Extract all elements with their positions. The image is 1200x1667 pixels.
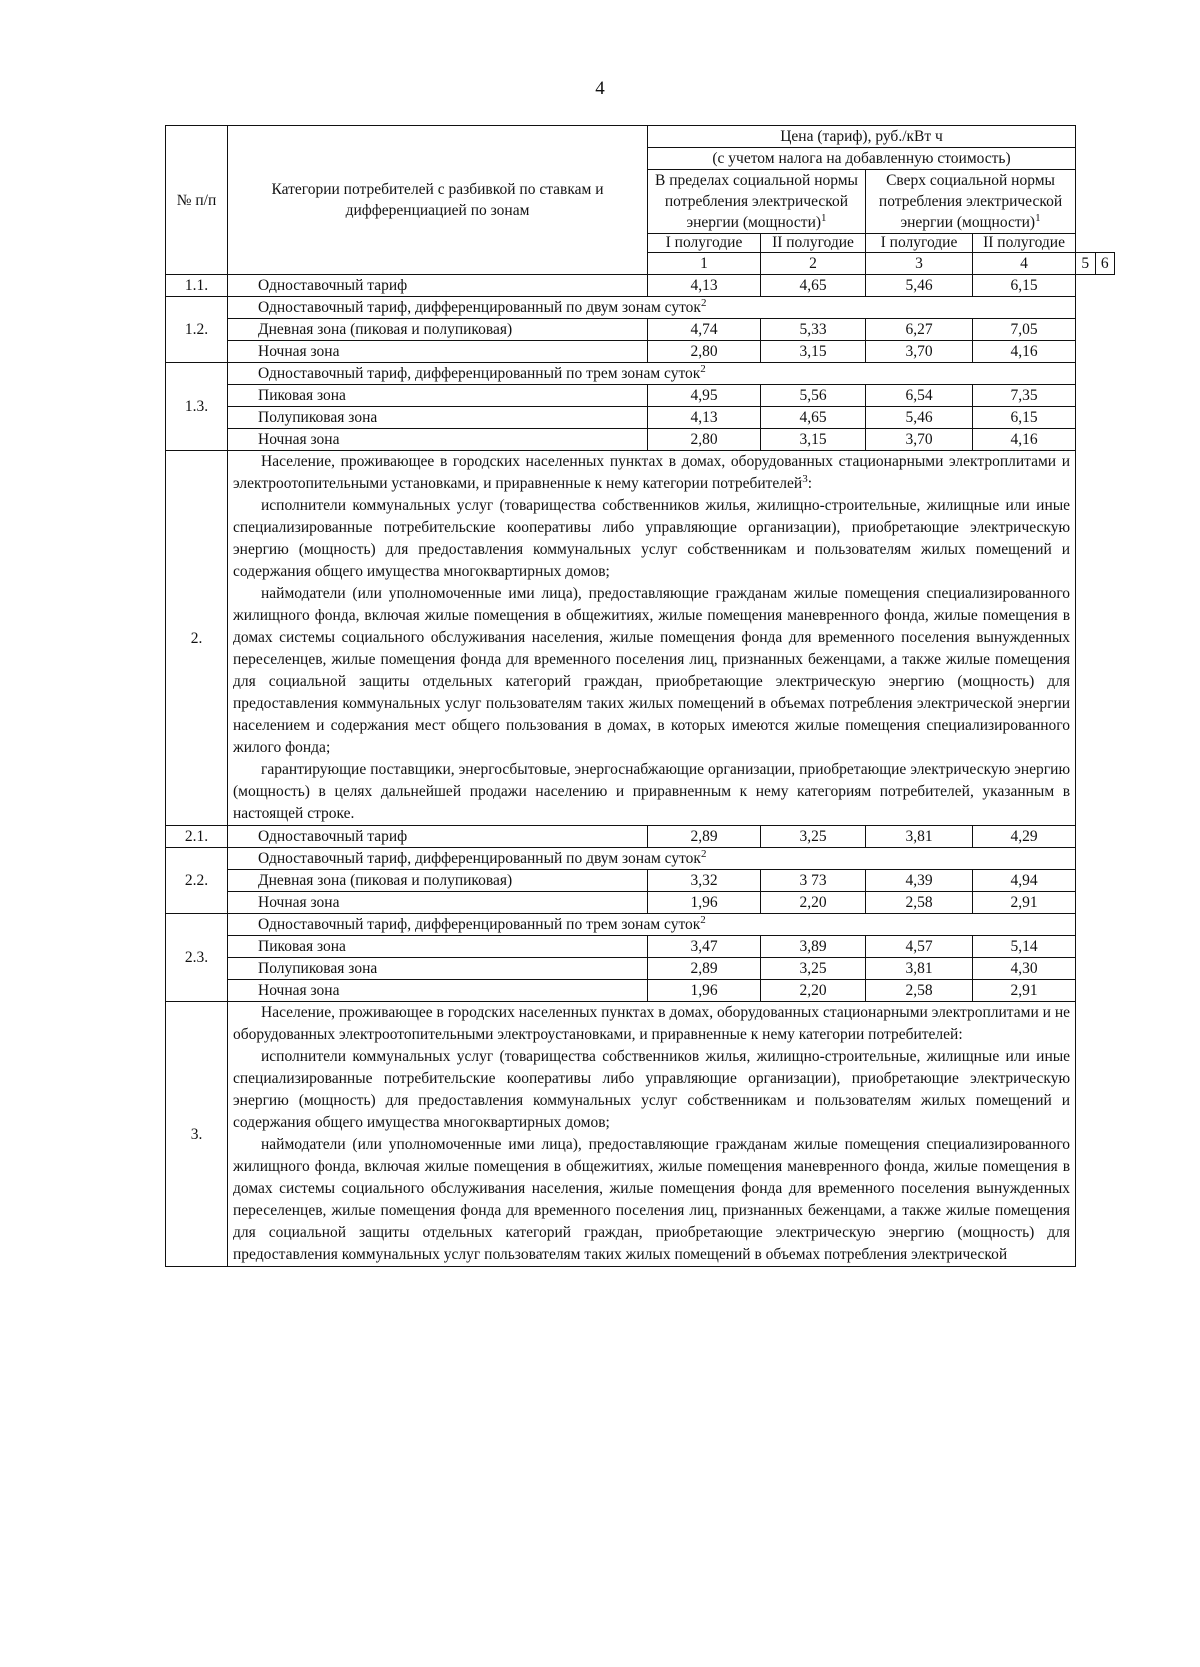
row-label: Ночная зона bbox=[228, 980, 648, 1002]
row-title: Одноставочный тариф, дифференцированный по двум зонам суток$^2$ bbox=[228, 848, 1076, 870]
table-row bbox=[166, 1002, 1115, 1267]
value-cell: 5,56 bbox=[761, 385, 866, 407]
header-price-title: Цена (тариф), руб./кВт ч bbox=[648, 126, 1076, 148]
value-cell: 5,14 bbox=[973, 936, 1076, 958]
table-row bbox=[166, 936, 1115, 958]
table-row bbox=[166, 958, 1115, 980]
table-row bbox=[166, 451, 1115, 826]
value-cell: 4,16 bbox=[973, 429, 1076, 451]
table-row bbox=[166, 341, 1115, 363]
description-paragraph: исполнители коммунальных услуг (товарищества собственников жилья, жилищно-строительные, жилищные или иные специализированные потребительские кооперативы либо управляющие организации), приобретающие электрическую энергию (мощность) для предоставления коммунальных услуг собственникам и пользователям жилых помещений и содержания общего имущества многоквартирных домов; bbox=[233, 1048, 1071, 1131]
value-cell: 4,30 bbox=[973, 958, 1076, 980]
value-cell: 3,25 bbox=[761, 826, 866, 848]
value-cell: 7,35 bbox=[973, 385, 1076, 407]
value-cell: 5,46 bbox=[866, 275, 973, 297]
col-number: 6 bbox=[1095, 253, 1114, 275]
value-cell: 2,91 bbox=[973, 892, 1076, 914]
row-number: 1.1. bbox=[166, 275, 228, 297]
value-cell: 2,89 bbox=[648, 826, 761, 848]
value-cell: 4,65 bbox=[761, 407, 866, 429]
category-description bbox=[228, 1002, 1076, 1267]
row-label: Полупиковая зона bbox=[228, 958, 648, 980]
row-number: 1.2. bbox=[166, 297, 228, 363]
value-cell: 2,20 bbox=[761, 892, 866, 914]
description-paragraph: Население, проживающее в городских населенных пунктах в домах, оборудованных стационарными электроплитами и не оборудованных электроотопительными электроустановками, и приравненные к нему категории потребителей: bbox=[233, 1004, 1071, 1043]
row-number: 2.3. bbox=[166, 914, 228, 1002]
col-number: 2 bbox=[761, 253, 866, 275]
description-paragraph: наймодатели (или уполномоченные ими лица), предоставляющие гражданам жилые помещения специализированного жилищного фонда, включая жилые помещения в общежитиях, жилые помещения маневренного фонда, жилые помещения в домах системы социального обслуживания населения, жилые помещения фонда для временного поселения вынужденных переселенцев, жилые помещения фонда для временного поселения лиц, признанных беженцами, а также жилые помещения для социальной защиты отдельных категорий граждан, приобретающие электрическую энергию (мощность) для предоставления коммунальных услуг пользователям таких жилых помещений в объемах потребления электрической bbox=[233, 1136, 1071, 1263]
value-cell: 3,81 bbox=[866, 826, 973, 848]
value-cell: 5,46 bbox=[866, 407, 973, 429]
table-row bbox=[166, 826, 1115, 848]
row-number: 3. bbox=[166, 1002, 228, 1267]
value-cell: 7,05 bbox=[973, 319, 1076, 341]
description-paragraph: наймодатели (или уполномоченные ими лица), предоставляющие гражданам жилые помещения специализированного жилищного фонда, включая жилые помещения в общежитиях, жилые помещения маневренного фонда, жилые помещения в домах системы социального обслуживания населения, жилые помещения фонда для временного поселения вынужденных переселенцев, жилые помещения фонда для временного поселения лиц, признанных беженцами, а также жилые помещения для социальной защиты отдельных категорий граждан, приобретающие электрическую энергию (мощность) для предоставления коммунальных услуг пользователям таких жилых помещений в объемах потребления электрической энергии населением и содержания мест общего пользования в домах, в которых имеются жилые помещения специализированного жилого фонда; bbox=[233, 585, 1071, 756]
value-cell: 3,25 bbox=[761, 958, 866, 980]
col-number: 1 bbox=[648, 253, 761, 275]
value-cell: 3,70 bbox=[866, 429, 973, 451]
value-cell: 6,15 bbox=[973, 407, 1076, 429]
row-number: 2.2. bbox=[166, 848, 228, 914]
value-cell: 4,74 bbox=[648, 319, 761, 341]
value-cell: 4,13 bbox=[648, 407, 761, 429]
table-row bbox=[166, 980, 1115, 1002]
value-cell: 4,13 bbox=[648, 275, 761, 297]
value-cell: 5,33 bbox=[761, 319, 866, 341]
value-cell: 1,96 bbox=[648, 892, 761, 914]
value-cell: 4,57 bbox=[866, 936, 973, 958]
category-description bbox=[228, 451, 1076, 826]
table-row bbox=[166, 429, 1115, 451]
value-cell: 4,95 bbox=[648, 385, 761, 407]
table-row bbox=[166, 848, 1115, 870]
description-paragraph: гарантирующие поставщики, энергосбытовые, энергоснабжающие организации, приобретающие электрическую энергию (мощность) в целях дальнейшей продажи населению и приравненным к нему категориям потребителей, указанным в настоящей строке. bbox=[233, 761, 1071, 822]
table-row bbox=[166, 363, 1115, 385]
value-cell: 3,81 bbox=[866, 958, 973, 980]
row-number: 1.3. bbox=[166, 363, 228, 451]
value-cell: 3,47 bbox=[648, 936, 761, 958]
value-cell: 6,15 bbox=[973, 275, 1076, 297]
value-cell: 2,91 bbox=[973, 980, 1076, 1002]
table-row bbox=[166, 319, 1115, 341]
value-cell: 4,65 bbox=[761, 275, 866, 297]
header-above-norm: Сверх социальной нормы потребления электрической энергии (мощности)$^1$ bbox=[866, 170, 1076, 234]
row-title: Одноставочный тариф, дифференцированный по трем зонам суток$^2$ bbox=[228, 363, 1076, 385]
row-label: Ночная зона bbox=[228, 892, 648, 914]
row-label: Пиковая зона bbox=[228, 385, 648, 407]
value-cell: 4,94 bbox=[973, 870, 1076, 892]
value-cell: 3,15 bbox=[761, 429, 866, 451]
value-cell: 3,15 bbox=[761, 341, 866, 363]
tariff-table bbox=[165, 125, 1115, 1267]
row-label: Дневная зона (пиковая и полупиковая) bbox=[228, 319, 648, 341]
table-row bbox=[166, 914, 1115, 936]
col-number: 3 bbox=[866, 253, 973, 275]
row-label: Ночная зона bbox=[228, 429, 648, 451]
description-paragraph: исполнители коммунальных услуг (товарищества собственников жилья, жилищно-строительные, жилищные или иные специализированные потребительские кооперативы либо управляющие организации), приобретающие электрическую энергию (мощность) для предоставления коммунальных услуг собственникам и пользователям жилых помещений и содержания общего имущества многоквартирных домов; bbox=[233, 497, 1071, 580]
row-label: Пиковая зона bbox=[228, 936, 648, 958]
value-cell: 2,89 bbox=[648, 958, 761, 980]
value-cell: 3,89 bbox=[761, 936, 866, 958]
table-row bbox=[166, 407, 1115, 429]
header-col-category: Категории потребителей с разбивкой по ставкам и дифференциацией по зонам bbox=[228, 126, 648, 275]
row-label: Одноставочный тариф bbox=[228, 275, 648, 297]
header-within-norm: В пределах социальной нормы потребления электрической энергии (мощности)$^1$ bbox=[648, 170, 866, 234]
col-number: 4 bbox=[973, 253, 1076, 275]
table-row bbox=[166, 297, 1115, 319]
table-row bbox=[166, 870, 1115, 892]
description-paragraph: Население, проживающее в городских населенных пунктах в домах, оборудованных стационарными электроплитами и электроотопительными установками, и приравненные к нему категории потребителей$^3$: bbox=[233, 453, 1071, 492]
col-number: 5 bbox=[1076, 253, 1095, 275]
row-label: Одноставочный тариф bbox=[228, 826, 648, 848]
row-title: Одноставочный тариф, дифференцированный по двум зонам суток$^2$ bbox=[228, 297, 1076, 319]
header-half-4: II полугодие bbox=[973, 234, 1076, 253]
header-row bbox=[166, 126, 1115, 148]
header-col-no: № п/п bbox=[166, 126, 228, 275]
header-half-2: II полугодие bbox=[761, 234, 866, 253]
value-cell: 6,54 bbox=[866, 385, 973, 407]
row-number: 2.1. bbox=[166, 826, 228, 848]
table-row bbox=[166, 275, 1115, 297]
row-title: Одноставочный тариф, дифференцированный по трем зонам суток$^2$ bbox=[228, 914, 1076, 936]
value-cell: 3,70 bbox=[866, 341, 973, 363]
value-cell: 1,96 bbox=[648, 980, 761, 1002]
value-cell: 4,39 bbox=[866, 870, 973, 892]
header-half-3: I полугодие bbox=[866, 234, 973, 253]
header-half-1: I полугодие bbox=[648, 234, 761, 253]
value-cell: 2,58 bbox=[866, 892, 973, 914]
row-number: 2. bbox=[166, 451, 228, 826]
value-cell: 4,16 bbox=[973, 341, 1076, 363]
value-cell: 2,20 bbox=[761, 980, 866, 1002]
page-number: 4 bbox=[595, 78, 605, 99]
header-price-subtitle: (с учетом налога на добавленную стоимость) bbox=[648, 148, 1076, 170]
value-cell: 2,58 bbox=[866, 980, 973, 1002]
row-label: Полупиковая зона bbox=[228, 407, 648, 429]
row-label: Ночная зона bbox=[228, 341, 648, 363]
value-cell: 4,29 bbox=[973, 826, 1076, 848]
table-row bbox=[166, 385, 1115, 407]
table-row bbox=[166, 892, 1115, 914]
value-cell: 2,80 bbox=[648, 341, 761, 363]
value-cell: 6,27 bbox=[866, 319, 973, 341]
footnote-marker: 1 bbox=[821, 211, 827, 224]
value-cell: 2,80 bbox=[648, 429, 761, 451]
value-cell: 3 73 bbox=[761, 870, 866, 892]
row-label: Дневная зона (пиковая и полупиковая) bbox=[228, 870, 648, 892]
value-cell: 3,32 bbox=[648, 870, 761, 892]
footnote-marker: 1 bbox=[1035, 211, 1041, 224]
